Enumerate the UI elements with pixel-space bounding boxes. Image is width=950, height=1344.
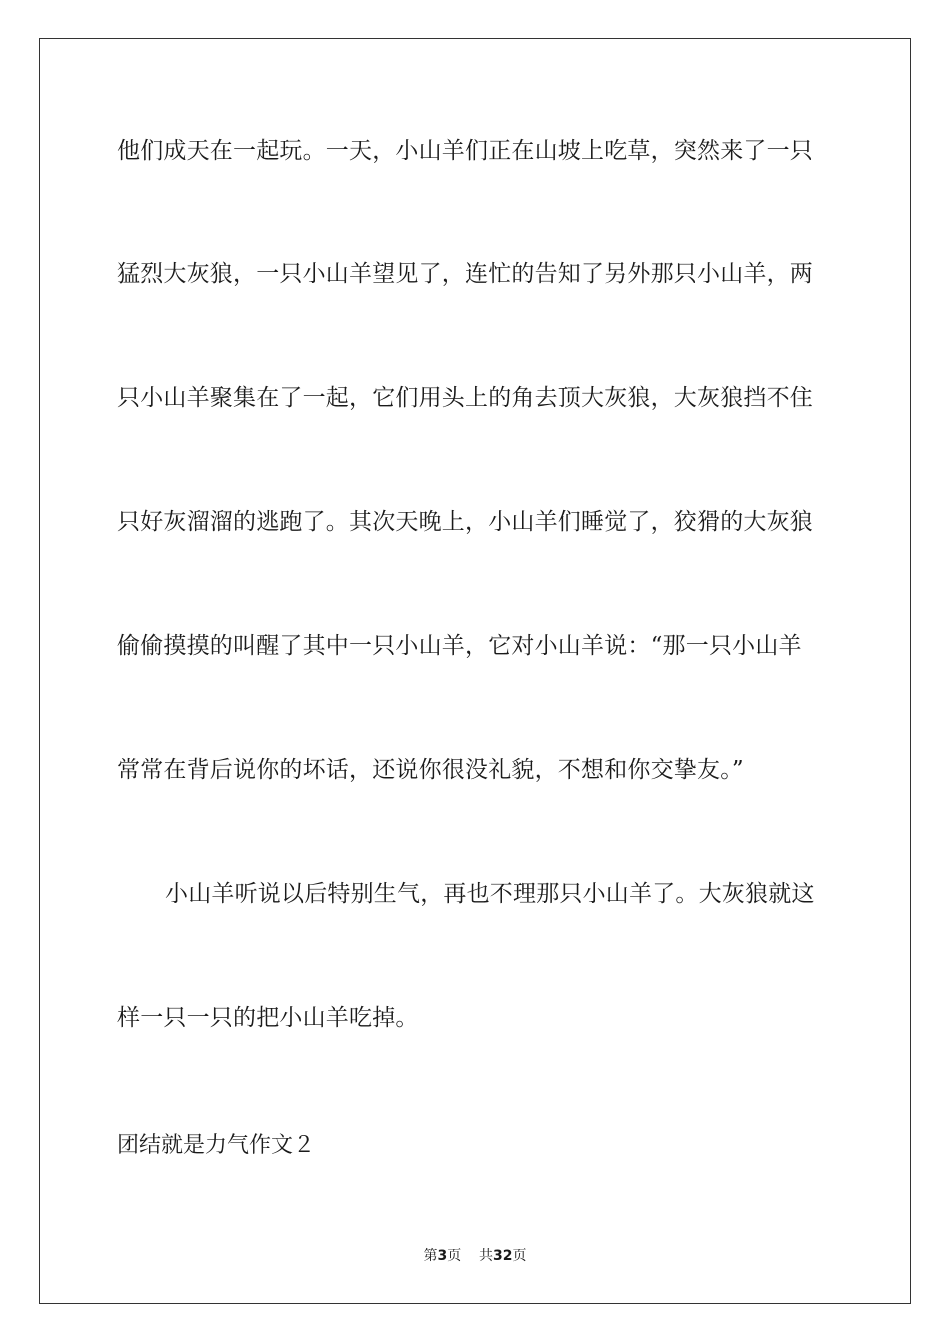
footer-page-number: 3 — [437, 1248, 448, 1264]
text-line-6: 常常在背后说你的坏话，还说你很没礼貌，不想和你交挚友。” — [117, 757, 744, 783]
text-line-4: 只好灰溜溜的逃跑了。其次天晚上，小山羊们睡觉了，狡猾的大灰狼 — [117, 509, 813, 535]
text-line-8: 样一只一只的把小山羊吃掉。 — [117, 1005, 419, 1031]
text-line-1: 他们成天在一起玩。一天，小山羊们正在山坡上吃草，突然来了一只 — [117, 138, 813, 164]
text-line-3: 只小山羊聚集在了一起，它们用头上的角去顶大灰狼，大灰狼挡不住 — [117, 385, 813, 411]
footer-total-pages: 32 — [493, 1248, 513, 1264]
section-heading: 团结就是力气作文２ — [117, 1133, 316, 1158]
text-line-7-paragraph-start: 小山羊听说以后特别生气，再也不理那只小山羊了。大灰狼就这 — [165, 881, 815, 907]
footer-total-prefix: 共 — [479, 1248, 494, 1264]
footer-page-suffix: 页 — [447, 1248, 462, 1264]
page-footer — [0, 1246, 950, 1266]
text-line-2: 猛烈大灰狼，一只小山羊望见了，连忙的告知了另外那只小山羊，两 — [117, 261, 813, 287]
footer-prefix: 第 — [423, 1248, 438, 1264]
page-frame — [39, 38, 911, 1304]
footer-total-suffix: 页 — [512, 1248, 527, 1264]
text-line-5: 偷偷摸摸的叫醒了其中一只小山羊，它对小山羊说：“那一只小山羊 — [117, 633, 802, 659]
